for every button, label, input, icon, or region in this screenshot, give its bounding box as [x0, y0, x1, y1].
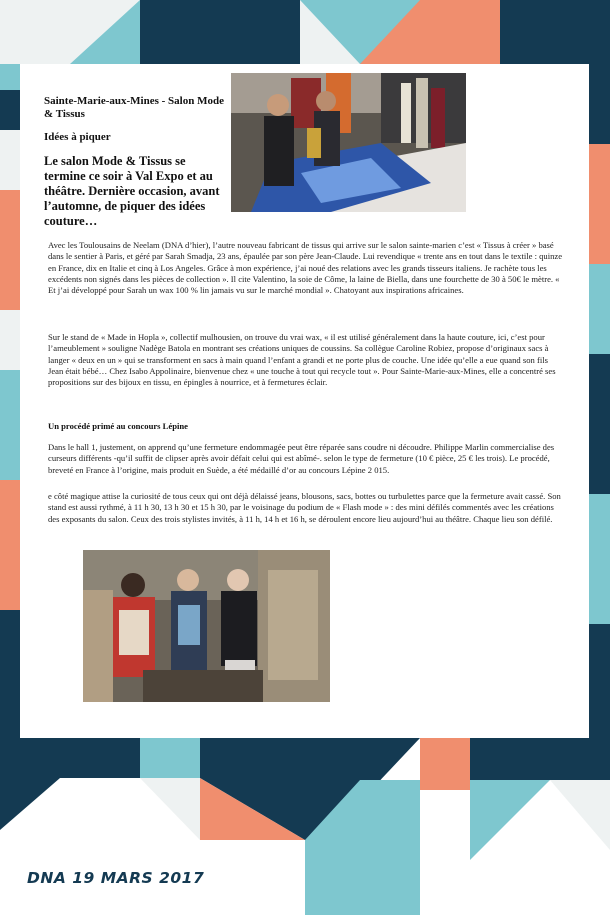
article-paragraph — [48, 491, 563, 525]
footer-source: DNA 19 MARS 2017 — [27, 869, 205, 887]
photo-exhibitors — [83, 550, 330, 702]
article-paragraph-text: Dans le hall 1, justement, on apprend qu’une fermeture endommagée peut être réparée sans coudre ni découdre. Philippe Marlin commercialise des curseurs différents -qu’il suffit de clipser après avoir défait celui qui est abîmé-. selon le type de fermeture (10 € pièce, 25 € les trois). Le procédé, breveté en France à l’origine, mais produit en Suède, a été médaillé d’or au concours Lépine 2 015. — [48, 442, 555, 475]
article-subtitle: Idées à piquer — [44, 131, 111, 143]
photo-exhibitors-image — [83, 550, 330, 702]
article-paragraph-text: e côté magique attise la curiosité de tous ceux qui ont déjà délaissé jeans, blousons, sacs, bottes ou turbulettes parce que la fermeture avait cassé. Son stand est aussi rythmé, à 11 h 30, 13 h 30 et 15 h 30, par le voisinage du podium de « Flash mode » : des mini défilés commentés avec les créations des exposants du salon. Ceux des trois stylistes invités, à 11 h, 14 h et 16 h, se déroulent encore lieu aujourd’hui au théâtre. Chaque lieu son défilé. — [48, 491, 561, 524]
article-paragraph-text: Sur le stand de « Made in Hopla », collectif mulhousien, on trouve du vrai wax, « il est utilisé généralement dans la haute couture, ici, c’est pour l’ameublement » souligne Nadège Batola en montrant ses créations uniques de coussins. Sa collègue Caroline Robiez, propose d’originaux sacs à langer « deux en un » qui se transforment en sacs à main quand l’enfant a grandi et ne porte plus de couche. Une idée qu’elle a eue quand son fils Jean était bébé… Chez Isabo Appolinaire, bienvenue chez « une touche à tout qui recycle tout ». Pour Sainte-Marie-aux-Mines, elle a concentré ses propositions sur des bijoux en tissu, en épingles à nourrice, et à fermetures éclair. — [48, 332, 556, 388]
article-paragraph-text: Avec les Toulousains de Neelam (DNA d’hier), l’autre nouveau fabricant de tissus qui arrive sur le salon sainte-marien c’est « Tissus à créer » basé dans le sentier à Paris, et géré par Sarah Smadja, 23 ans, épaulée par son père Jean-Claude. Lui revendique « trente ans en tout dans le textile : quinze en France, dix en Italie et cinq à Los Angeles. Grâce à mon expérience, j’ai noué des relations avec les grands tisseurs italiens. Je rachète tous les excédents non signés dans les pièces de collection ». Il cite Valentino, la soie de Côme, la laine de Biella, dans une fourchette de 30 à 50€ le mètre. « Et j’ai développé pour Sarah un wax 100 % lin jamais vu sur le marché mondial ». Chatoyant aux inspirations africaines. — [48, 240, 563, 296]
article-kicker: Sainte-Marie-aux-Mines - Salon Mode & Tissus — [44, 95, 224, 120]
article-paragraph — [48, 240, 563, 296]
article-paragraph — [48, 332, 563, 388]
photo-fabric-stand — [231, 73, 466, 212]
photo-fabric-stand-image — [231, 73, 466, 212]
article-headline: Le salon Mode & Tissus se termine ce soir à Val Expo et au théâtre. Dernière occasion, avant l’automne, de piquer des idées couture… — [44, 154, 220, 228]
article-lead — [44, 95, 224, 229]
section-title: Un procédé primé au concours Lépine — [48, 421, 188, 431]
article-paragraph — [48, 442, 563, 476]
